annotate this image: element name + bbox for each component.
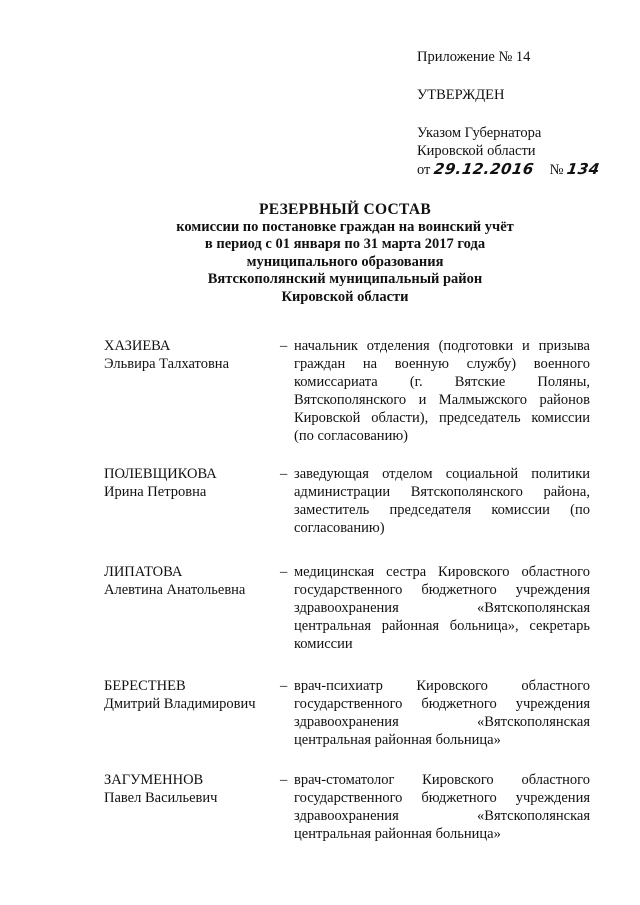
member-given-name: Алевтина Анатольевна: [104, 582, 246, 598]
member-role: врач-стоматолог Кировского областного государственного бюджетного учреждения здравоохранения «Вятскополянская центральная районная больница»: [294, 772, 590, 842]
approval-block: [417, 48, 600, 179]
member-surname: ХАЗИЕВА: [104, 338, 171, 354]
document-title: [120, 201, 570, 306]
member-entry: [104, 563, 590, 653]
handwritten-date: 29.12.2016: [432, 160, 536, 178]
member-given-name: Ирина Петровна: [104, 484, 207, 500]
member-dash: –: [280, 772, 288, 788]
member-dash: –: [280, 466, 288, 482]
member-role: врач-психиатр Кировского областного государственного бюджетного учреждения здравоохранения «Вятскополянская центральная районная больница»: [294, 678, 590, 748]
approved-label: УТВЕРЖДЕН: [417, 87, 505, 103]
decree-line-2: Кировской области: [417, 143, 536, 159]
member-entry: [104, 337, 590, 445]
member-surname: БЕРЕСТНЕВ: [104, 678, 186, 694]
member-surname: ЗАГУМЕННОВ: [104, 772, 204, 788]
date-prefix: от: [417, 162, 431, 178]
member-given-name: Дмитрий Владимирович: [104, 696, 256, 712]
member-entry: [104, 465, 590, 537]
title-line-3: муниципального образования: [246, 253, 444, 270]
title-line-2: в период с 01 января по 31 марта 2017 года: [204, 236, 486, 252]
member-name: [104, 337, 280, 445]
title-line-4: Вятскополянский муниципальный район: [207, 271, 483, 287]
title-main: РЕЗЕРВНЫЙ СОСТАВ: [258, 201, 432, 218]
member-name: [104, 465, 280, 537]
member-given-name: Павел Васильевич: [104, 790, 218, 806]
member-entry: [104, 677, 590, 749]
member-role: заведующая отделом социальной политики администрации Вятскополянского района, заместитель председателя комиссии (по согласованию): [294, 466, 590, 536]
member-entry: [104, 771, 590, 843]
handwritten-number: 134: [565, 160, 602, 178]
member-role: начальник отделения (подготовки и призыва граждан на военную службу) военного комиссариата (г. Вятские Поляны, Вятскополянского и Малмыжского районов Кировской области), председатель комиссии (по согласованию): [294, 338, 590, 444]
decree-line-1: Указом Губернатора: [417, 125, 542, 141]
member-surname: ЛИПАТОВА: [104, 564, 183, 580]
appendix-label: Приложение № 14: [417, 49, 531, 65]
member-dash: –: [280, 338, 288, 354]
member-dash: –: [280, 678, 288, 694]
member-given-name: Эльвира Талхатовна: [104, 356, 229, 372]
member-name: [104, 771, 280, 843]
member-dash: –: [280, 564, 288, 580]
title-line-5: Кировской области: [281, 288, 409, 305]
member-name: [104, 677, 280, 749]
member-surname: ПОЛЕВЩИКОВА: [104, 466, 217, 482]
members-list: [104, 337, 590, 843]
number-prefix: №: [549, 162, 564, 178]
member-name: [104, 563, 280, 653]
decree-date-line: [417, 160, 600, 179]
title-line-1: комиссии по постановке граждан на воинский учёт: [176, 218, 514, 235]
member-role: медицинская сестра Кировского областного государственного бюджетного учреждения здравоохранения «Вятскополянская центральная районная больница», секретарь комиссии: [294, 564, 590, 652]
